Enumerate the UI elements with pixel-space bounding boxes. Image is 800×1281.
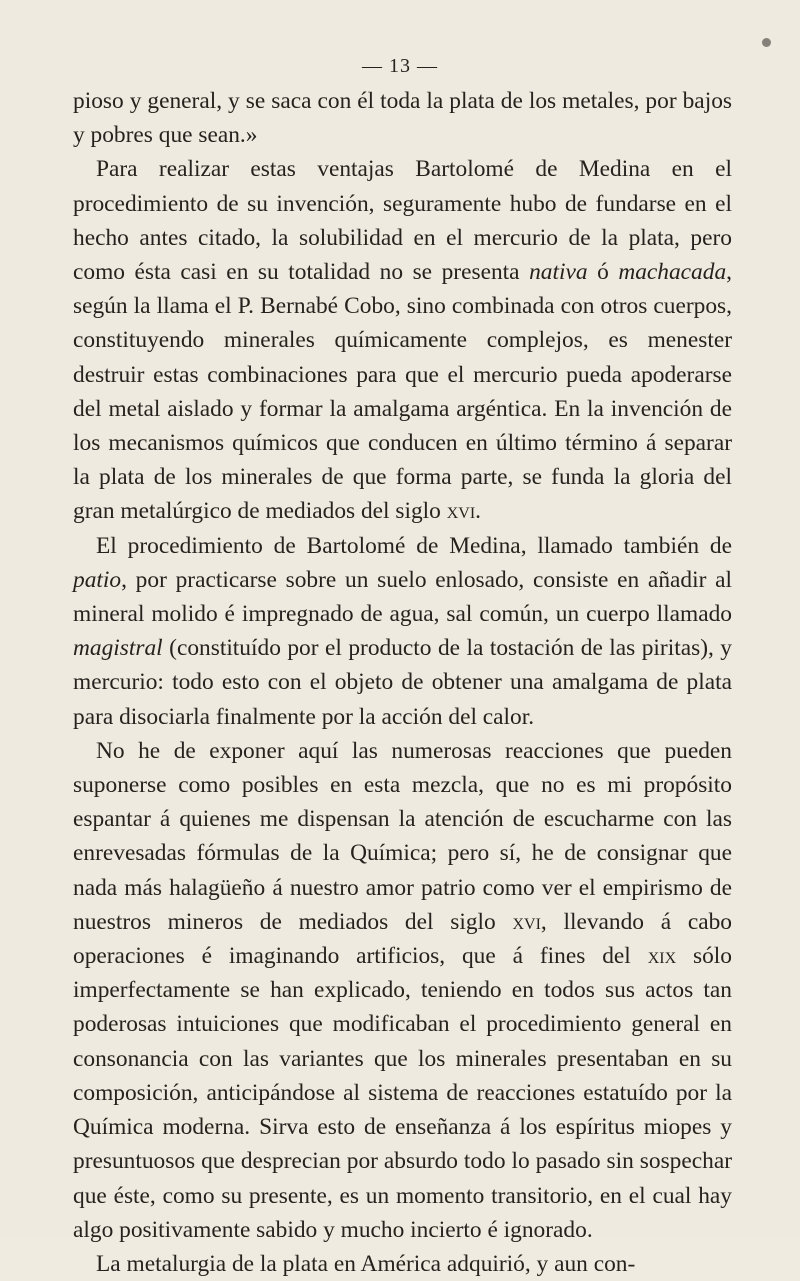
text-run: , según la llama el P. Bernabé Cobo, sino combinada con otros cuerpos, constituyendo minerales químicamente complejos, es menester destruir estas combinaciones para que el mercurio pueda apoderarse del metal aislado y formar la amalgama argéntica. En la invención de los mecanismos químicos que conducen en último término á separar la plata de los minerales de que forma parte, se funda la gloria del gran metalúrgico de mediados del siglo	[73, 259, 732, 525]
text-run: ó	[587, 259, 619, 286]
text-run: pioso y general, y se saca con él toda la plata de los metales, por bajos y pobres que sean.»	[73, 88, 732, 149]
text-run: El procedimiento de Bartolomé de Medina, llamado también de	[96, 532, 732, 559]
text-run: , por practicarse sobre un suelo enlosado, consiste en añadir al mineral molido é impregnado de agua, sal común, un cuerpo llamado	[73, 566, 732, 628]
text-run: La metalurgia de la plata en América adquirió, y aun con-	[96, 1250, 636, 1277]
text-run: , llevando á cabo operaciones é imaginando artificios, que á fines del	[73, 908, 732, 970]
paragraph-p2	[73, 152, 732, 528]
text-run: sólo imperfectamente se han explicado, teniendo en todos sus actos tan poderosas intuiciones que modificaban el procedimiento general en consonancia con las variantes que los minerales presentaban en su composición, anticipándose al sistema de reacciones estatuído por la Química moderna. Sirva esto de enseñanza á los espíritus miopes y presuntuosos que desprecian por absurdo todo lo pasado sin sospechar que éste, como su presente, es un momento transitorio, en el cual hay algo positivamente sabido y mucho incierto é ignorado.	[73, 943, 732, 1243]
italic-term: patio	[73, 566, 122, 593]
roman-numeral: xix	[647, 943, 677, 970]
italic-term: machacada	[618, 259, 727, 286]
italic-term: nativa	[529, 259, 588, 286]
italic-term: magistral	[73, 635, 163, 662]
text-run: No he de exponer aquí las numerosas reacciones que pueden suponerse como posibles en esta mezcla, que no es mi propósito espantar á quienes me dispensan la atención de escucharme con las enrevesadas fórmulas de la Química; pero sí, he de consignar que nada más halagüeño á nuestro amor patrio como ver el empirismo de nuestros mineros de mediados del siglo	[73, 737, 732, 935]
body-text	[73, 84, 732, 1281]
roman-numeral: xvi	[512, 908, 541, 935]
page-number: — 13 —	[362, 55, 438, 77]
paragraph-p5	[73, 1247, 732, 1281]
roman-numeral: xvi	[446, 498, 476, 525]
paragraph-p4	[73, 734, 732, 1247]
ink-spot	[762, 38, 771, 47]
text-run: (constituído por el producto de la tostación de las piritas), y mercurio: todo esto con el objeto de obtener una amalgama de plata para disociarla finalmente por la acción del calor.	[73, 635, 732, 730]
paragraph-p1	[73, 84, 732, 152]
paragraph-p3	[73, 529, 732, 734]
text-run: Para realizar estas ventajas Bartolomé de Medina en el procedimiento de su invención, seguramente hubo de fundarse en el hecho antes citado, la solubilidad en el mercurio de la plata, pero como ésta casi en su totalidad no se presenta	[73, 156, 732, 286]
text-run: .	[475, 498, 482, 525]
